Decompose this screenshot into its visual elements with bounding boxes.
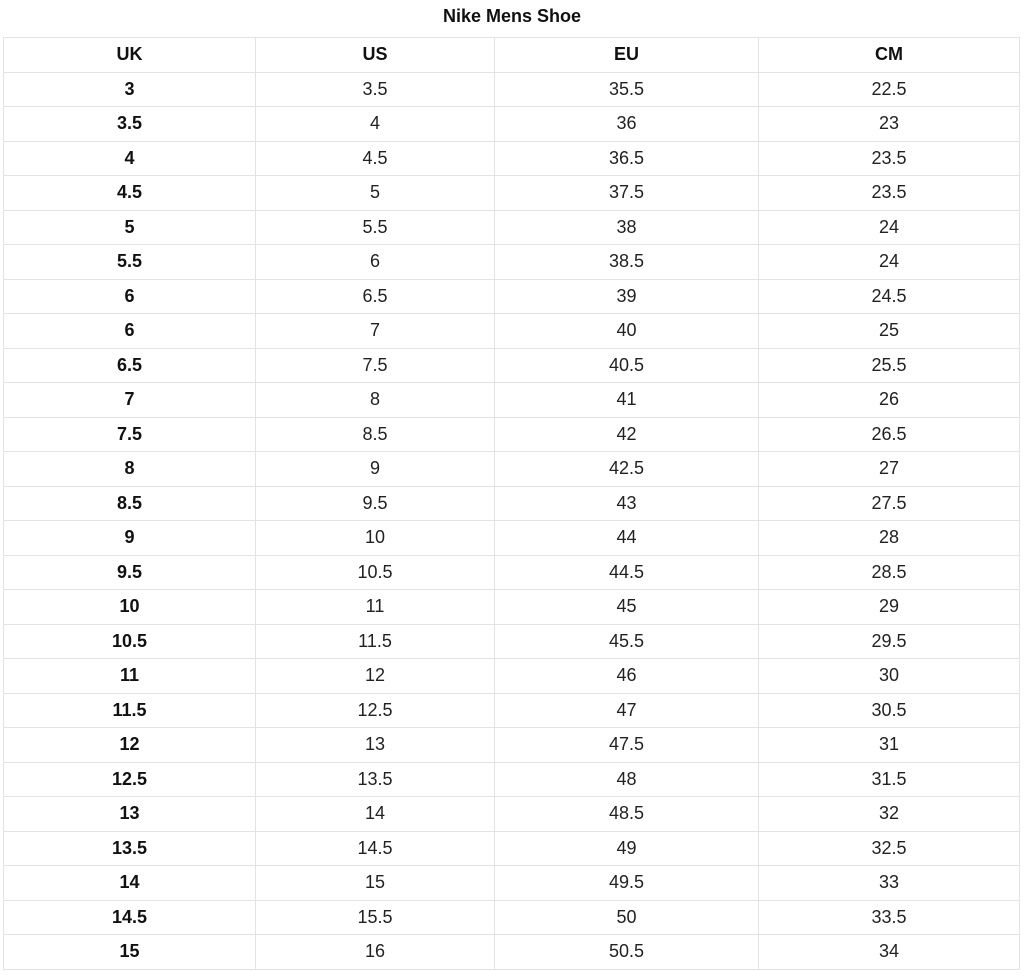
cell-us: 10 <box>256 521 495 556</box>
cell-cm: 29.5 <box>759 624 1020 659</box>
cell-eu: 37.5 <box>495 176 759 211</box>
cell-us: 6.5 <box>256 279 495 314</box>
cell-us: 15.5 <box>256 900 495 935</box>
cell-eu: 38.5 <box>495 245 759 280</box>
cell-cm: 26 <box>759 383 1020 418</box>
cell-cm: 31.5 <box>759 762 1020 797</box>
cell-uk: 6 <box>4 279 256 314</box>
cell-uk: 11.5 <box>4 693 256 728</box>
column-header-uk: UK <box>4 38 256 73</box>
table-row <box>4 797 1020 832</box>
cell-uk: 14.5 <box>4 900 256 935</box>
cell-us: 7 <box>256 314 495 349</box>
column-header-us: US <box>256 38 495 73</box>
cell-eu: 50 <box>495 900 759 935</box>
table-row <box>4 866 1020 901</box>
table-row <box>4 348 1020 383</box>
cell-eu: 39 <box>495 279 759 314</box>
cell-eu: 44 <box>495 521 759 556</box>
cell-cm: 31 <box>759 728 1020 763</box>
cell-cm: 27 <box>759 452 1020 487</box>
cell-cm: 27.5 <box>759 486 1020 521</box>
table-row <box>4 831 1020 866</box>
cell-cm: 30 <box>759 659 1020 694</box>
cell-cm: 34 <box>759 935 1020 970</box>
table-row <box>4 590 1020 625</box>
cell-cm: 24 <box>759 245 1020 280</box>
cell-us: 7.5 <box>256 348 495 383</box>
cell-eu: 35.5 <box>495 72 759 107</box>
cell-uk: 10 <box>4 590 256 625</box>
page-title: Nike Mens Shoe <box>442 6 582 26</box>
cell-uk: 4.5 <box>4 176 256 211</box>
cell-us: 8.5 <box>256 417 495 452</box>
cell-uk: 3.5 <box>4 107 256 142</box>
cell-cm: 32.5 <box>759 831 1020 866</box>
table-row <box>4 210 1020 245</box>
cell-uk: 14 <box>4 866 256 901</box>
cell-cm: 24 <box>759 210 1020 245</box>
cell-eu: 40 <box>495 314 759 349</box>
cell-eu: 47 <box>495 693 759 728</box>
cell-cm: 29 <box>759 590 1020 625</box>
cell-us: 13.5 <box>256 762 495 797</box>
column-header-cm: CM <box>759 38 1020 73</box>
cell-us: 10.5 <box>256 555 495 590</box>
cell-us: 8 <box>256 383 495 418</box>
cell-uk: 3 <box>4 72 256 107</box>
cell-us: 11.5 <box>256 624 495 659</box>
cell-uk: 12 <box>4 728 256 763</box>
cell-uk: 9.5 <box>4 555 256 590</box>
cell-us: 11 <box>256 590 495 625</box>
table-row <box>4 72 1020 107</box>
cell-uk: 15 <box>4 935 256 970</box>
table-row <box>4 107 1020 142</box>
cell-cm: 33 <box>759 866 1020 901</box>
cell-uk: 12.5 <box>4 762 256 797</box>
cell-uk: 13.5 <box>4 831 256 866</box>
cell-cm: 23 <box>759 107 1020 142</box>
cell-cm: 22.5 <box>759 72 1020 107</box>
cell-us: 9.5 <box>256 486 495 521</box>
size-chart-table <box>3 37 1020 970</box>
cell-us: 12 <box>256 659 495 694</box>
table-row <box>4 900 1020 935</box>
cell-eu: 46 <box>495 659 759 694</box>
cell-eu: 41 <box>495 383 759 418</box>
cell-uk: 8 <box>4 452 256 487</box>
cell-cm: 26.5 <box>759 417 1020 452</box>
table-row <box>4 693 1020 728</box>
table-row <box>4 245 1020 280</box>
cell-cm: 24.5 <box>759 279 1020 314</box>
cell-cm: 25 <box>759 314 1020 349</box>
cell-cm: 25.5 <box>759 348 1020 383</box>
table-row <box>4 314 1020 349</box>
cell-uk: 5 <box>4 210 256 245</box>
table-header <box>4 38 1020 73</box>
cell-eu: 49.5 <box>495 866 759 901</box>
cell-us: 13 <box>256 728 495 763</box>
cell-cm: 30.5 <box>759 693 1020 728</box>
cell-eu: 45.5 <box>495 624 759 659</box>
cell-cm: 23.5 <box>759 176 1020 211</box>
cell-eu: 36 <box>495 107 759 142</box>
cell-us: 6 <box>256 245 495 280</box>
table-body <box>4 72 1020 969</box>
table-row <box>4 486 1020 521</box>
cell-eu: 42.5 <box>495 452 759 487</box>
cell-us: 9 <box>256 452 495 487</box>
cell-eu: 43 <box>495 486 759 521</box>
cell-uk: 4 <box>4 141 256 176</box>
cell-us: 5 <box>256 176 495 211</box>
cell-eu: 45 <box>495 590 759 625</box>
cell-uk: 7.5 <box>4 417 256 452</box>
cell-eu: 48.5 <box>495 797 759 832</box>
cell-cm: 32 <box>759 797 1020 832</box>
cell-us: 16 <box>256 935 495 970</box>
cell-uk: 9 <box>4 521 256 556</box>
cell-us: 4 <box>256 107 495 142</box>
cell-eu: 40.5 <box>495 348 759 383</box>
column-header-eu: EU <box>495 38 759 73</box>
table-row <box>4 762 1020 797</box>
cell-cm: 28 <box>759 521 1020 556</box>
cell-cm: 33.5 <box>759 900 1020 935</box>
cell-us: 14.5 <box>256 831 495 866</box>
cell-uk: 8.5 <box>4 486 256 521</box>
table-row <box>4 141 1020 176</box>
cell-us: 5.5 <box>256 210 495 245</box>
table-row <box>4 555 1020 590</box>
cell-us: 15 <box>256 866 495 901</box>
cell-cm: 28.5 <box>759 555 1020 590</box>
cell-us: 4.5 <box>256 141 495 176</box>
table-row <box>4 624 1020 659</box>
cell-uk: 11 <box>4 659 256 694</box>
cell-eu: 49 <box>495 831 759 866</box>
cell-eu: 47.5 <box>495 728 759 763</box>
cell-uk: 13 <box>4 797 256 832</box>
table-row <box>4 728 1020 763</box>
cell-uk: 7 <box>4 383 256 418</box>
table-row <box>4 417 1020 452</box>
cell-eu: 36.5 <box>495 141 759 176</box>
table-row <box>4 521 1020 556</box>
cell-cm: 23.5 <box>759 141 1020 176</box>
cell-eu: 50.5 <box>495 935 759 970</box>
cell-us: 14 <box>256 797 495 832</box>
cell-eu: 42 <box>495 417 759 452</box>
cell-us: 3.5 <box>256 72 495 107</box>
table-row <box>4 659 1020 694</box>
table-row <box>4 279 1020 314</box>
header-row <box>4 38 1020 73</box>
table-row <box>4 176 1020 211</box>
cell-eu: 48 <box>495 762 759 797</box>
cell-uk: 6 <box>4 314 256 349</box>
cell-eu: 38 <box>495 210 759 245</box>
table-row <box>4 935 1020 970</box>
cell-uk: 6.5 <box>4 348 256 383</box>
table-row <box>4 452 1020 487</box>
cell-eu: 44.5 <box>495 555 759 590</box>
cell-uk: 5.5 <box>4 245 256 280</box>
table-row <box>4 383 1020 418</box>
cell-us: 12.5 <box>256 693 495 728</box>
cell-uk: 10.5 <box>4 624 256 659</box>
